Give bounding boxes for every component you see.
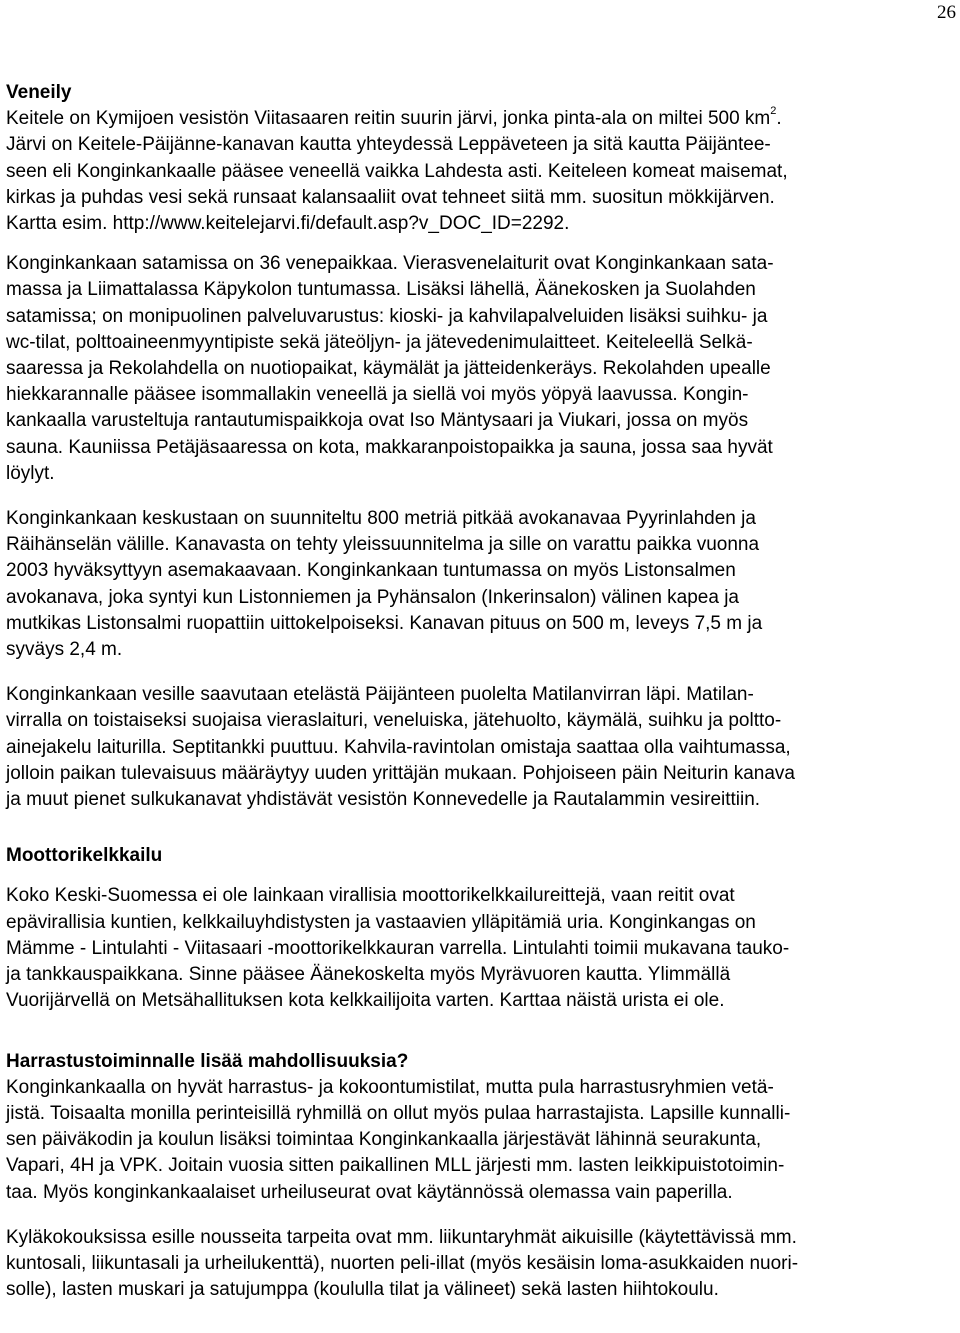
paragraph bbox=[6, 506, 944, 663]
text-line: virralla on toistaiseksi suojaisa vieraslaituri, veneluiska, jätehuolto, käymälä, suihku ja poltto- bbox=[6, 710, 782, 732]
text-line: taa. Myös konginkankaalaiset urheiluseurat ovat käytännössä olemassa vain paperilla. bbox=[6, 1181, 733, 1203]
text-line: epävirallisia kuntien, kelkkailuyhdistysten ja vastaavien ylläpitämiä uria. Konginkangas on bbox=[6, 911, 756, 933]
text-line: saaressa ja Rekolahdella on nuotiopaikat, käymälät ja jätteidenkeräys. Rekolahden upealle bbox=[6, 358, 771, 380]
text-line: seen eli Konginkankaalle pääsee veneellä vaikka Lahdesta asti. Keiteleen komeat maisemat, bbox=[6, 160, 788, 182]
text-line: Mämme - Lintulahti - Viitasaari -moottorikelkkauran varrella. Lintulahti toimii mukavana tauko- bbox=[6, 937, 790, 959]
text-line: Keitele on Kymijoen vesistön Viitasaaren reitin suurin järvi, jonka pinta-ala on miltei 500 $km^2$. bbox=[6, 105, 782, 130]
text-line: avokanava, joka syntyi kun Listonniemen ja Pyhänsalon (Inkerinsalon) välinen kapea ja bbox=[6, 586, 739, 608]
text-line: Konginkankaalla on hyvät harrastus- ja kokoontumistilat, mutta pula harrastusryhmien vetä- bbox=[6, 1076, 774, 1098]
document-body bbox=[6, 80, 944, 1303]
text-line: Vapari, 4H ja VPK. Joitain vuosia sitten paikallinen MLL järjesti mm. lasten leikkipuistotoimin- bbox=[6, 1155, 785, 1177]
text-line: ja muut pienet sulkukanavat yhdistävät vesistön Konnevedelle ja Rautalammin vesireittiin. bbox=[6, 789, 761, 811]
text-line: Konginkankaan keskustaan on suunniteltu 800 metriä pitkää avokanavaa Pyyrinlahden ja bbox=[6, 508, 756, 530]
text-line: syväys 2,4 m. bbox=[6, 639, 123, 661]
text-line: löylyt. bbox=[6, 462, 55, 484]
paragraph bbox=[6, 682, 944, 813]
paragraph bbox=[6, 106, 944, 237]
text-line: Vuorijärvellä on Metsähallituksen kota kelkkailijoita varten. Karttaa näistä urista ei ole. bbox=[6, 990, 725, 1012]
text-line: ja tankkauspaikkana. Sinne pääsee Äänekoskelta myös Myrävuoren kautta. Ylimmällä bbox=[6, 964, 731, 986]
text-line: Räihänselän välille. Kanavasta on tehty yleissuunnitelma ja sille on varattu paikka vuonna bbox=[6, 534, 760, 556]
text-line: ainejakelu laiturilla. Septitankki puuttuu. Kahvila-ravintolan omistaja saattaa olla vaihtumassa, bbox=[6, 736, 791, 758]
text-line: satamissa; on monipuolinen palveluvarustus: kioski- ja kahvilapalveluiden lisäksi suihku- ja bbox=[6, 305, 768, 327]
text-line: kuntosali, liikuntasali ja urheilukenttä), nuorten peli-illat (myös kesäisin loma-asukkaiden nuori- bbox=[6, 1252, 799, 1274]
text-line: Koko Keski-Suomessa ei ole lainkaan virallisia moottorikelkkailureittejä, vaan reitit ovat bbox=[6, 885, 735, 907]
text-line: wc-tilat, polttoaineenmyyntipiste sekä jäteöljyn- ja jätevedenimulaitteet. Keiteleellä Selkä- bbox=[6, 331, 753, 353]
paragraph bbox=[6, 1225, 944, 1304]
page-number: 26 bbox=[937, 2, 956, 23]
text-line: massa ja Liimattalassa Käpykolon tuntumassa. Lisäksi lähellä, Äänekosken ja Suolahden bbox=[6, 279, 756, 301]
text-line: Konginkankaan satamissa on 36 venepaikkaa. Vierasvenelaiturit ovat Konginkankaan sata- bbox=[6, 253, 774, 275]
text-line: kankaalla varusteltuja rantautumispaikkoja ovat Iso Mäntysaari ja Viukari, jossa on myös bbox=[6, 410, 749, 432]
text-line: jolloin paikan tulevaisuus määräytyy uuden yrittäjän mukaan. Pohjoiseen päin Neiturin kanava bbox=[6, 762, 795, 784]
superscript: 2 bbox=[770, 105, 777, 118]
text-line: solle), lasten muskari ja satujumppa (koululla tilat ja välineet) sekä lasten hiihtokoulu. bbox=[6, 1279, 719, 1301]
section-heading-harrastustoiminta: Harrastustoiminnalle lisää mahdollisuuksia? bbox=[6, 1050, 409, 1072]
text-line: sauna. Kauniissa Petäjäsaaressa on kota, makkaranpoistopaikka ja sauna, jossa saa hyvät bbox=[6, 436, 773, 458]
paragraph bbox=[6, 1075, 944, 1206]
text-line: Konginkankaan vesille saavutaan etelästä Päijänteen puolelta Matilanvirran läpi. Matilan- bbox=[6, 684, 754, 706]
text-line: Kartta esim. http://www.keitelejarvi.fi/default.asp?v_DOC_ID=2292. bbox=[6, 213, 570, 235]
paragraph bbox=[6, 251, 944, 487]
text-line: sen päiväkodin ja koulun lisäksi toimintaa Konginkankaalla järjestävät lähinnä seurakunta, bbox=[6, 1129, 762, 1151]
text-line: Kyläkokouksissa esille nousseita tarpeita ovat mm. liikuntaryhmät aikuisille (käytettävissä mm. bbox=[6, 1226, 797, 1248]
paragraph bbox=[6, 883, 944, 1014]
text-line: 2003 hyväksyttyyn asemakaavaan. Konginkankaan tuntumassa on myös Listonsalmen bbox=[6, 560, 736, 582]
text-line: hiekkarannalle pääsee isommallakin veneellä ja siellä voi myös yöpyä laavussa. Kongin- bbox=[6, 384, 749, 406]
text-line: Järvi on Keitele-Päijänne-kanavan kautta yhteydessä Leppäveteen ja sitä kautta Päijäntee- bbox=[6, 134, 771, 156]
text-line: mutkikas Listonsalmi ruopattiin uittokelpoiseksi. Kanavan pituus on 500 m, leveys 7,5 m ja bbox=[6, 612, 763, 634]
section-heading-moottorikelkkailu: Moottorikelkkailu bbox=[6, 845, 163, 867]
text-line: jistä. Toisaalta monilla perinteisillä ryhmillä on ollut myös pulaa harrastajista. Lapsille kunnalli- bbox=[6, 1102, 791, 1124]
text-line: kirkas ja puhdas vesi sekä runsaat kalansaaliit ovat tehneet siitä mm. suositun mökkijärven. bbox=[6, 186, 775, 208]
section-heading-veneily: Veneily bbox=[6, 82, 72, 103]
